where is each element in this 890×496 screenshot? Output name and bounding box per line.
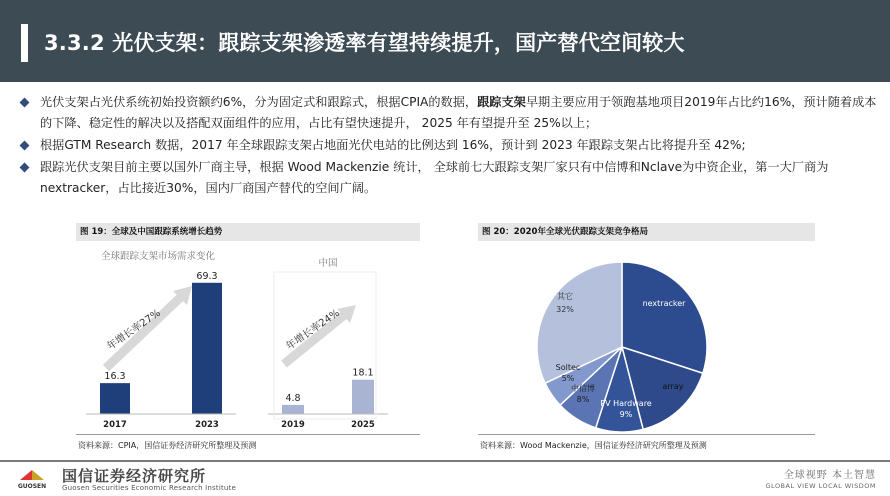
global-value-label: 69.3 [196, 270, 218, 282]
footer-motto-english: GLOBAL VIEW LOCAL WISDOM [765, 482, 876, 490]
global-bar-group [86, 271, 236, 430]
bullet-bold-text: 跟踪支架 [477, 95, 526, 109]
pie-slice-label: PV Hardware [600, 399, 652, 408]
china-category-label: 2025 [351, 420, 375, 430]
page-title: 3.3.2 光伏支架：跟踪支架渗透率有望持续提升，国产替代空间较大 [44, 31, 685, 55]
china-value-label: 4.8 [285, 392, 301, 404]
bullet-text: 跟踪光伏支架目前主要以国外厂商主导，根据 Wood Mackenzie 统计， 全球前七大跟踪支架厂家只有中信博和Nclave为中资企业，第一大厂商为nextracker，占比接近30%，国内厂商国产替代的空间广阔。 [40, 160, 829, 195]
global-growth-label: 年增长率27% [105, 307, 163, 353]
global-value-label: 16.3 [104, 371, 126, 383]
pie-slice-label: Soltec [555, 363, 581, 372]
figure-20-chart [478, 242, 815, 434]
pie-slice-percent: 32% [556, 305, 574, 314]
bullet-list [18, 92, 878, 200]
bullet-text: 光伏支架占光伏系统初始投资额约6%，分为固定式和跟踪式，根据CPIA的数据， [40, 95, 478, 109]
figure-19-chart [76, 242, 420, 434]
global-growth-arrow [106, 294, 184, 368]
pie-slice-label: array [662, 382, 684, 391]
pie-slice-label: 其它 [557, 292, 573, 301]
pie-slice-percent: 9% [619, 410, 633, 419]
global-bar [192, 283, 222, 414]
figure-20-rule [478, 434, 815, 435]
pie-slice-label: nextracker [642, 299, 686, 308]
global-bar [100, 383, 130, 414]
figure-20-title: 图 20：2020年全球光伏跟踪支架竞争格局 [478, 223, 815, 241]
guosen-logo-icon [14, 468, 50, 490]
bullet-item [18, 157, 878, 199]
bullet-diamond-icon [20, 98, 30, 108]
footer-motto: 全球视野 本土智慧 [783, 470, 876, 481]
bullet-text: 早期主要应用于领跑基地项目2019年占比约16%，预计随着成本的下降、稳定性的解决以及搭配双面组件的应用，占比有望快速提升， 2025 年有望提升至 25%以上； [40, 95, 877, 130]
global-chart-title: 全球跟踪支架市场需求变化 [100, 251, 216, 262]
bullet-item [18, 135, 878, 156]
china-bar [282, 405, 304, 414]
figure-19-source: 资料来源：CPIA，国信证券经济研究所整理及预测 [78, 441, 257, 450]
pie-slice-percent: 8% [576, 395, 590, 404]
footer-org-english: Guosen Securities Economic Research Institute [62, 484, 236, 492]
bullet-diamond-icon [20, 163, 30, 173]
footer-org-name: 国信证券经济研究所 [62, 467, 207, 485]
figure-19-rule [76, 434, 420, 435]
logo-text: GUOSEN [17, 483, 47, 490]
bullet-diamond-icon [20, 141, 30, 151]
figure-20-source: 资料来源：Wood Mackenzie，国信证券经济研究所整理及预测 [480, 441, 707, 450]
china-growth-label: 年增长率24% [284, 307, 342, 353]
china-bar-group [268, 368, 388, 430]
figure-19-title: 图 19：全球及中国跟踪系统增长趋势 [76, 223, 420, 241]
global-category-label: 2023 [195, 420, 219, 430]
pie-slice-percent: 5% [561, 374, 575, 383]
global-category-label: 2017 [103, 420, 127, 430]
china-value-label: 18.1 [352, 367, 374, 379]
footer-divider [0, 460, 890, 462]
title-accent-bar [21, 24, 28, 62]
title-bar [0, 0, 890, 82]
bullet-text: 根据GTM Research 数据，2017 年全球跟踪支架占地面光伏电站的比例达到 16%，预计到 2023 年跟踪支架占比将提升至 42%; [40, 138, 746, 152]
bullet-item [18, 92, 878, 134]
pie-slice-label: 中信博 [571, 384, 595, 393]
china-bar [352, 380, 374, 414]
china-category-label: 2019 [281, 420, 305, 430]
china-chart-title: 中国 [318, 258, 338, 269]
